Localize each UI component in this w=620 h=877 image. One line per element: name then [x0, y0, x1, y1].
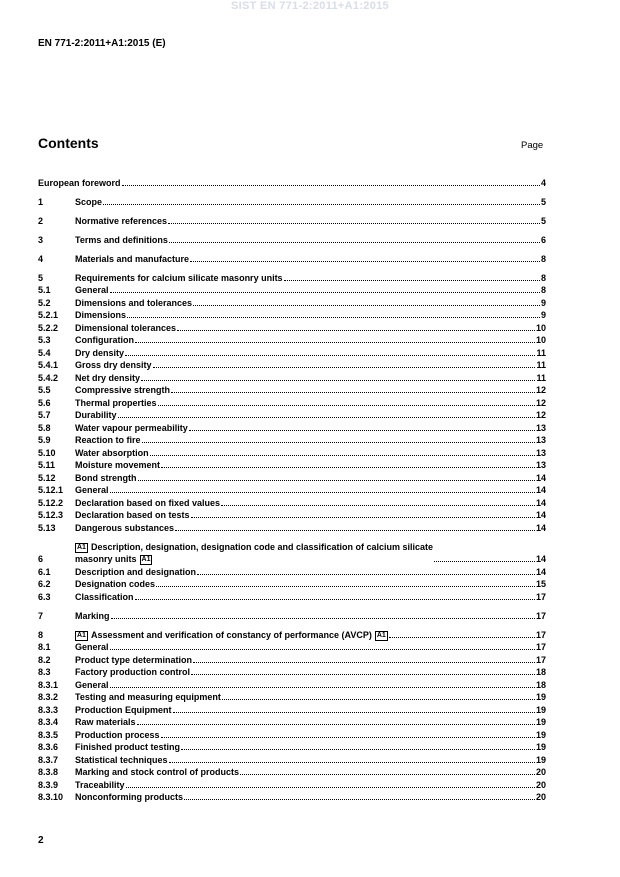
toc-entry-title-text: Dangerous substances — [75, 522, 175, 533]
toc-entry-page: 18 — [535, 667, 546, 677]
toc-entry-title — [75, 654, 192, 666]
toc-entry[interactable] — [38, 565, 546, 578]
toc-entry-title — [75, 729, 160, 741]
toc-entry-page: 17 — [535, 642, 546, 652]
toc-entry-title-text: Testing and measuring equipment — [75, 692, 221, 702]
toc-entry-number: 6.1 — [38, 566, 51, 577]
toc-entry[interactable] — [38, 578, 546, 591]
dot-leader — [190, 260, 540, 262]
toc-entry-title — [75, 422, 188, 434]
toc-entry-title-text: masonry units — [75, 554, 137, 564]
dot-leader — [434, 560, 535, 562]
dot-leader — [125, 354, 535, 356]
toc-entry[interactable] — [38, 766, 546, 779]
toc-entry-title — [75, 509, 190, 521]
toc-entry-title — [75, 484, 109, 496]
toc-entry-title-text: Product type determination — [75, 654, 193, 665]
toc-entry-page: 8 — [540, 253, 546, 264]
dot-leader — [168, 222, 540, 224]
toc-entry-page: 14 — [535, 554, 546, 564]
toc-entry-title-text: General — [75, 285, 109, 295]
toc-entry[interactable] — [38, 195, 546, 208]
toc-entry-page: 6 — [540, 234, 546, 245]
toc-entry-page: 8 — [540, 285, 546, 295]
dot-leader — [110, 648, 535, 650]
toc-entry-title-text: Moisture movement — [75, 460, 161, 470]
toc-entry-title — [75, 322, 176, 334]
toc-entry[interactable] — [38, 484, 546, 497]
toc-entry-page: 14 — [535, 497, 546, 508]
document-id: EN 771-2:2011+A1:2015 (E) — [38, 38, 166, 49]
toc-entry-title-text: Dimensions and tolerances — [75, 297, 193, 308]
toc-entry[interactable] — [38, 459, 546, 472]
toc-entry-number: 5.5 — [38, 385, 51, 395]
toc-entry[interactable] — [38, 334, 546, 347]
toc-entry-page: 19 — [535, 717, 546, 727]
dot-leader — [118, 416, 535, 418]
toc-entry-page: 4 — [540, 177, 546, 188]
toc-entry[interactable] — [38, 471, 546, 484]
toc-entry-title — [75, 334, 134, 346]
toc-entry-title-text: Normative references — [75, 215, 168, 226]
toc-entry-page: 17 — [535, 654, 546, 665]
toc-entry-title — [75, 472, 137, 484]
toc-entry-number: 4 — [38, 253, 44, 264]
dot-leader — [153, 366, 536, 368]
toc-entry-page: 17 — [535, 591, 546, 602]
toc-entry-title — [75, 409, 117, 421]
toc-entry-number: 6.2 — [38, 579, 51, 589]
toc-entry-title-text: Scope — [75, 196, 103, 207]
toc-entry-number: 8.3.3 — [38, 704, 59, 715]
toc-entry-number: 7 — [38, 610, 44, 621]
toc-entry-title — [75, 791, 183, 803]
toc-entry-page: 10 — [535, 322, 546, 333]
toc-entry-number: 5.2.2 — [38, 322, 59, 333]
toc-entry-page: 14 — [535, 566, 546, 577]
toc-entry[interactable] — [38, 509, 546, 522]
dot-leader — [191, 516, 535, 518]
toc-entry-number: 8.3.2 — [38, 692, 59, 702]
toc-entry-number: 5.1 — [38, 285, 51, 295]
toc-entry-title — [75, 691, 221, 703]
amendment-marker-icon: A1 — [77, 631, 86, 639]
dot-leader — [142, 441, 535, 443]
toc-entry-title-text: Assessment and verification of constancy of performance (AVCP) — [90, 629, 372, 640]
dot-leader — [156, 585, 535, 587]
dot-leader — [191, 673, 535, 675]
toc-entry[interactable] — [38, 233, 546, 246]
toc-entry-page: 11 — [536, 372, 546, 383]
toc-entry-title — [75, 754, 168, 766]
toc-entry-page: 13 — [535, 460, 546, 470]
toc-entry-number: 8.2 — [38, 654, 51, 665]
toc-entry-number: 8.3.4 — [38, 717, 59, 727]
toc-entry-title-text: Raw materials — [75, 717, 136, 727]
toc-entry-page: 12 — [535, 385, 546, 395]
toc-entry-title — [75, 309, 126, 321]
dot-leader — [177, 329, 535, 331]
toc-entry-page: 14 — [535, 472, 546, 483]
toc-entry[interactable] — [38, 309, 546, 322]
toc-entry-page: 5 — [540, 196, 546, 207]
dot-leader — [122, 184, 540, 186]
toc-entry-number: 5.4 — [38, 347, 51, 358]
toc-entry-title — [75, 459, 160, 471]
toc-entry[interactable] — [38, 791, 546, 804]
toc-entry-title-text: General — [75, 642, 109, 652]
dot-leader — [135, 341, 535, 343]
page-number: 2 — [38, 835, 44, 846]
toc-entry[interactable] — [38, 778, 546, 791]
toc-entry-title — [38, 177, 121, 189]
toc-entry-title-text: Configuration — [75, 335, 134, 345]
amendment-marker-icon: A1 — [141, 556, 151, 563]
toc-entry-title-text: Production Equipment — [75, 704, 172, 715]
amendment-marker-icon: A1 — [77, 544, 86, 551]
toc-entry[interactable] — [38, 540, 546, 565]
toc-entry[interactable] — [38, 359, 546, 372]
toc-entry-number: 8.3.5 — [38, 729, 59, 740]
toc-entry-number: 8.3.10 — [38, 792, 64, 802]
dot-leader — [111, 617, 535, 619]
toc-entry-title-text: Description, designation, designation code and classification of calcium silicate — [90, 542, 434, 552]
toc-entry-title — [75, 522, 174, 534]
toc-entry-number: 5.12.1 — [38, 485, 64, 495]
toc-entry-title-text: Declaration based on tests — [75, 510, 190, 520]
toc-entry-title-text: Compressive strength — [75, 385, 171, 395]
toc-entry[interactable] — [38, 728, 546, 741]
dot-leader — [137, 723, 535, 725]
toc-entry[interactable] — [38, 214, 546, 227]
toc-entry[interactable] — [38, 176, 546, 189]
toc-entry-title — [75, 541, 433, 565]
toc-entry-title-text: General — [75, 679, 109, 690]
toc-entry-title — [75, 434, 141, 446]
toc-entry-title-text: Net dry density — [75, 372, 141, 383]
toc-entry-page: 9 — [540, 310, 546, 320]
toc-entry-title-text: Requirements for calcium silicate masonry units — [75, 272, 283, 283]
toc-entry-title-text: Bond strength — [75, 472, 137, 483]
toc-entry-page: 17 — [535, 610, 546, 621]
toc-entry-title — [75, 716, 136, 728]
toc-entry-page: 17 — [535, 629, 546, 640]
toc-entry-page: 14 — [535, 485, 546, 495]
toc-entry[interactable] — [38, 666, 546, 679]
toc-entry[interactable] — [38, 716, 546, 729]
toc-entry[interactable] — [38, 446, 546, 459]
contents-heading: Contents — [38, 135, 99, 151]
toc-entry-title-text: Reaction to fire — [75, 435, 141, 445]
toc-entry-title-text: Marking and stock control of products — [75, 767, 240, 777]
toc-entry-title-text: Dimensional tolerances — [75, 322, 177, 333]
dot-leader — [389, 636, 535, 638]
toc-entry-page: 5 — [540, 215, 546, 226]
page-column-label: Page — [521, 140, 544, 151]
toc-entry[interactable] — [38, 678, 546, 691]
toc-entry-title-line — [75, 553, 433, 565]
toc-entry[interactable] — [38, 753, 546, 766]
toc-entry-number: 5 — [38, 272, 44, 283]
dot-leader — [173, 711, 535, 713]
toc-entry-title-text: Terms and definitions — [75, 234, 168, 245]
dot-leader — [284, 279, 540, 281]
dot-leader — [222, 698, 535, 700]
dot-leader — [126, 786, 535, 788]
toc-entry-title-text: Materials and manufacture — [75, 253, 190, 264]
toc-entry-title — [75, 779, 125, 791]
toc-entry-title — [75, 372, 140, 384]
toc-entry-title — [75, 384, 170, 396]
toc-entry-title — [75, 272, 283, 284]
toc-entry-page: 12 — [535, 397, 546, 408]
dot-leader — [135, 598, 535, 600]
toc-entry-number: 5.2.1 — [38, 310, 59, 320]
toc-entry-number: 5.6 — [38, 397, 51, 408]
dot-leader — [175, 529, 535, 531]
toc-entry[interactable] — [38, 384, 546, 397]
toc-entry-title-text: Factory production control — [75, 667, 191, 677]
toc-entry-page: 8 — [540, 272, 546, 283]
dot-leader — [169, 241, 540, 243]
toc-entry-title-text: Water absorption — [75, 447, 149, 458]
toc-entry-title — [75, 497, 220, 509]
dot-leader — [110, 291, 540, 293]
dot-leader — [169, 761, 535, 763]
toc-entry[interactable] — [38, 691, 546, 704]
toc-entry-number: 8.3.6 — [38, 742, 59, 752]
toc-entry-page: 19 — [535, 704, 546, 715]
toc-entry-number: 6.3 — [38, 591, 51, 602]
toc-entry-number: 5.3 — [38, 335, 51, 345]
toc-entry[interactable] — [38, 296, 546, 309]
toc-entry-title — [75, 347, 124, 359]
toc-entry-title-text: Declaration based on fixed values — [75, 497, 221, 508]
toc-entry-title-text: Finished product testing — [75, 742, 180, 752]
toc-entry-title-text: Classification — [75, 591, 134, 602]
toc-entry-title-text: Nonconforming products — [75, 792, 183, 802]
toc-entry-page: 11 — [536, 360, 546, 370]
dot-leader — [158, 404, 535, 406]
toc-entry-number: 3 — [38, 234, 44, 245]
table-of-contents — [38, 176, 546, 803]
dot-leader — [181, 748, 535, 750]
toc-entry-number: 5.12 — [38, 472, 56, 483]
toc-entry-number: 5.10 — [38, 447, 56, 458]
dot-leader — [127, 316, 540, 318]
toc-entry-number: 1 — [38, 196, 44, 207]
toc-entry-number: 5.11 — [38, 460, 56, 470]
toc-entry-title-line — [75, 541, 433, 553]
toc-entry-number: 8.3 — [38, 667, 51, 677]
toc-entry-page: 19 — [535, 729, 546, 740]
toc-entry-page: 19 — [535, 692, 546, 702]
toc-entry-number: 5.4.2 — [38, 372, 59, 383]
toc-entry-title-text: Dimensions — [75, 310, 127, 320]
toc-entry-page: 15 — [535, 579, 546, 589]
toc-entry-title — [75, 397, 157, 409]
toc-entry-number: 8.3.1 — [38, 679, 59, 690]
toc-entry[interactable] — [38, 371, 546, 384]
toc-entry[interactable] — [38, 590, 546, 603]
toc-entry-page: 12 — [535, 410, 546, 420]
toc-entry-number: 2 — [38, 215, 44, 226]
toc-entry-number: 5.2 — [38, 297, 51, 308]
toc-entry[interactable] — [38, 521, 546, 534]
dot-leader — [193, 661, 535, 663]
toc-entry-title — [75, 297, 192, 309]
dot-leader — [171, 391, 535, 393]
toc-entry-page: 19 — [535, 754, 546, 765]
toc-entry-title-text: General — [75, 485, 109, 495]
toc-entry-title — [75, 666, 190, 678]
toc-entry-title — [75, 566, 196, 578]
toc-entry-title-text: Dry density — [75, 347, 125, 358]
toc-entry-page: 18 — [535, 679, 546, 690]
toc-entry-number: 5.8 — [38, 422, 51, 433]
toc-entry-page: 20 — [535, 779, 546, 790]
dot-leader — [193, 304, 540, 306]
dot-leader — [221, 504, 535, 506]
dot-leader — [197, 573, 535, 575]
toc-entry-title — [75, 284, 109, 296]
toc-entry[interactable] — [38, 284, 546, 297]
toc-entry-number: 8.3.9 — [38, 779, 59, 790]
toc-entry-title-text: Water vapour permeability — [75, 422, 188, 433]
toc-entry-title-text: Designation codes — [75, 579, 156, 589]
toc-entry[interactable] — [38, 496, 546, 509]
toc-entry-title — [75, 610, 110, 622]
dot-leader — [150, 454, 535, 456]
toc-entry[interactable] — [38, 409, 546, 422]
toc-entry-number: 5.7 — [38, 410, 51, 420]
watermark: SIST EN 771-2:2011+A1:2015 — [231, 0, 389, 12]
dot-leader — [138, 479, 535, 481]
toc-entry[interactable] — [38, 396, 546, 409]
toc-entry-number: 5.12.2 — [38, 497, 64, 508]
toc-entry-page: 20 — [535, 792, 546, 802]
toc-entry-number: 5.4.1 — [38, 360, 59, 370]
toc-entry-title — [75, 629, 388, 641]
toc-entry-number: 5.13 — [38, 522, 56, 533]
dot-leader — [189, 429, 535, 431]
toc-entry-title-text: Production process — [75, 729, 160, 740]
toc-entry[interactable] — [38, 434, 546, 447]
toc-entry-number: 8.3.7 — [38, 754, 59, 765]
toc-entry-title — [75, 704, 172, 716]
toc-entry[interactable] — [38, 252, 546, 265]
toc-entry-title-text: Durability — [75, 410, 117, 420]
toc-entry[interactable] — [38, 628, 546, 641]
toc-entry-number: 8.1 — [38, 642, 51, 652]
toc-entry-title — [75, 234, 168, 246]
toc-entry-title-text: Marking — [75, 610, 110, 621]
toc-entry[interactable] — [38, 609, 546, 622]
toc-entry-number: 8.3.8 — [38, 767, 59, 777]
toc-entry-page: 13 — [535, 422, 546, 433]
toc-entry[interactable] — [38, 321, 546, 334]
dot-leader — [110, 491, 535, 493]
toc-entry-page: 9 — [540, 297, 546, 308]
toc-entry-page: 13 — [535, 447, 546, 458]
toc-entry-page: 10 — [535, 335, 546, 345]
dot-leader — [161, 736, 535, 738]
toc-entry-title-text: Description and designation — [75, 566, 197, 577]
toc-entry[interactable] — [38, 653, 546, 666]
toc-entry-page: 14 — [535, 510, 546, 520]
toc-entry-page: 19 — [535, 742, 546, 752]
toc-entry-title-text: European foreword — [38, 177, 121, 188]
toc-entry-title — [75, 766, 239, 778]
toc-entry[interactable] — [38, 271, 546, 284]
toc-entry-page: 13 — [535, 435, 546, 445]
toc-entry-title-text: Gross dry density — [75, 360, 152, 370]
toc-entry[interactable] — [38, 421, 546, 434]
toc-entry-title — [75, 591, 134, 603]
toc-entry-page: 20 — [535, 767, 546, 777]
dot-leader — [110, 686, 535, 688]
toc-entry[interactable] — [38, 346, 546, 359]
toc-entry-number: 8 — [38, 629, 44, 640]
toc-entry-title-text: Statistical techniques — [75, 754, 168, 765]
dot-leader — [184, 798, 535, 800]
toc-entry-title — [75, 215, 167, 227]
toc-entry-title — [75, 741, 180, 753]
toc-entry-title — [75, 196, 102, 208]
amendment-marker-icon: A1 — [376, 631, 386, 639]
toc-entry-title — [75, 578, 155, 590]
dot-leader — [141, 379, 535, 381]
toc-entry-number: 6 — [38, 554, 44, 564]
toc-entry-page: 11 — [536, 347, 546, 358]
toc-entry-title-text: Thermal properties — [75, 397, 157, 408]
toc-entry-title — [75, 641, 109, 653]
toc-entry-number: 5.12.3 — [38, 510, 64, 520]
toc-entry[interactable] — [38, 703, 546, 716]
toc-entry[interactable] — [38, 741, 546, 754]
dot-leader — [161, 466, 535, 468]
toc-entry-title — [75, 253, 189, 265]
dot-leader — [103, 203, 540, 205]
toc-entry-title-text: Traceability — [75, 779, 125, 790]
toc-entry[interactable] — [38, 641, 546, 654]
toc-entry-number: 5.9 — [38, 435, 51, 445]
toc-entry-title — [75, 359, 152, 371]
toc-entry-page: 14 — [535, 522, 546, 533]
toc-entry-title — [75, 447, 149, 459]
toc-entry-title — [75, 679, 109, 691]
dot-leader — [240, 773, 535, 775]
